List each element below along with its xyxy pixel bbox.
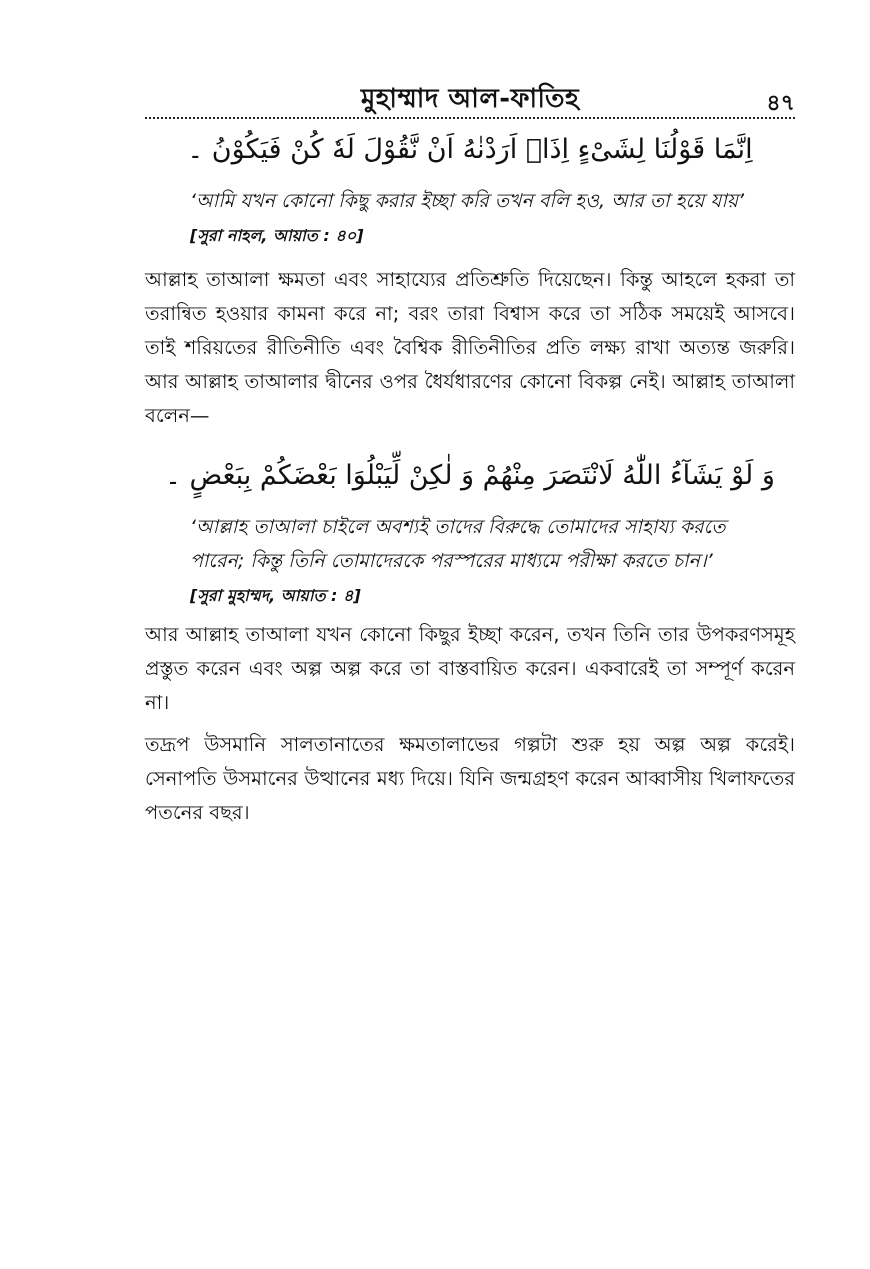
verse-reference: [সুরা মুহাম্মদ, আয়াত : ৪] bbox=[190, 586, 361, 605]
verse-reference: [সুরা নাহল, আয়াত : ৪০] bbox=[190, 226, 364, 245]
body-paragraph-3: তদ্রূপ উসমানি সালতানাতের ক্ষমতালাভের গল্পটা শুরু হয় অল্প অল্প করেই। সেনাপতি উসমানের উত্থানের মধ্য দিয়ে। যিনি জন্মগ্রহণ করেন আব্বাসীয় খিলাফতের পতনের বছর। bbox=[145, 733, 795, 824]
body-paragraph-1: আল্লাহ তাআলা ক্ষমতা এবং সাহায্যের প্রতিশ্রুতি দিয়েছেন। কিন্তু আহলে হকরা তা তরান্বিত হওয়ার কামনা করে না; বরং তারা বিশ্বাস করে তা সঠিক সময়েই আসবে। তাই শরিয়তের রীতিনীতি এবং বৈশ্বিক রীতিনীতির প্রতি লক্ষ্য রাখা অত্যন্ত জরুরি। আর আল্লাহ তাআলার দ্বীনের ওপর ধৈর্যধারণের কোনো বিকল্প নেই। আল্লাহ তাআলা বলেন— bbox=[145, 268, 795, 427]
quote-text: ‘আল্লাহ তাআলা চাইলে অবশ্যই তাদের বিরুদ্ধে তোমাদের সাহায্য করতে পারেন; কিন্তু তিনি তোমাদেরকে পরস্পরের মাধ্যমে পরীক্ষা করতে চান।’ bbox=[190, 516, 726, 572]
translation-quote-2 bbox=[190, 510, 770, 613]
running-header bbox=[145, 78, 795, 118]
arabic-verse-1: اِنَّمَا قَوْلُنَا لِشَیْءٍ اِذَاۤ اَرَدْنٰهُ اَنْ نَّقُوْلَ لَهٗ كُنْ فَیَكُوْنُ ۔ bbox=[187, 134, 753, 165]
translation-quote-1 bbox=[190, 184, 770, 253]
quote-text: ‘আমি যখন কোনো কিছু করার ইচ্ছা করি তখন বলি হও, আর তা হয়ে যায়’ bbox=[190, 190, 745, 212]
arabic-verse-2: وَ لَوْ یَشَآءُ اللّٰهُ لَانْتَصَرَ مِنْهُمْ وَ لٰكِنْ لِّیَبْلُوَا بَعْضَكُمْ بِبَعْضٍ ۔ bbox=[165, 460, 775, 491]
body-paragraph-2: আর আল্লাহ তাআলা যখন কোনো কিছুর ইচ্ছা করেন, তখন তিনি তার উপকরণসমূহ প্রস্তুত করেন এবং অল্প অল্প করে তা বাস্তবায়িত করেন। একবারেই তা সম্পূর্ণ করেন না। bbox=[145, 623, 795, 714]
page-number: ৪৭ bbox=[766, 91, 795, 116]
running-title: মুহাম্মাদ আল-ফাতিহ bbox=[360, 84, 580, 114]
header-divider bbox=[145, 117, 795, 119]
